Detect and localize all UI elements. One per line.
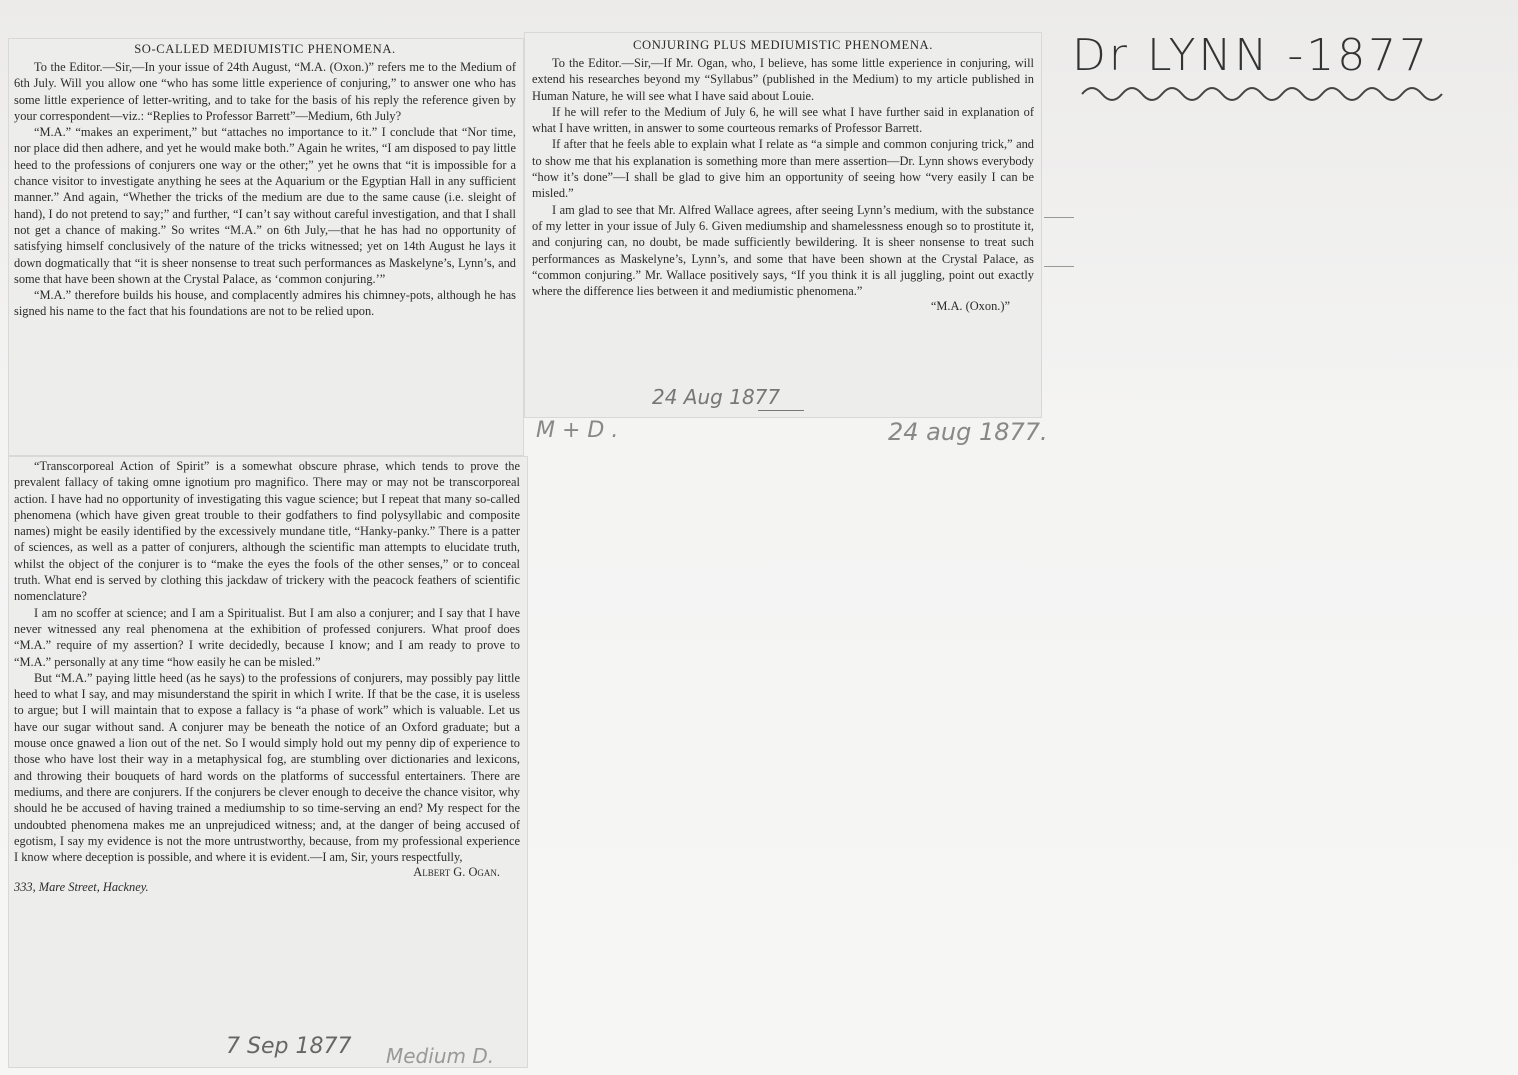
handwritten-header: Dr LYNN -1877	[1072, 30, 1431, 81]
handwritten-bottom-note: Medium D.	[386, 1044, 495, 1068]
left-article-paragraph: “M.A.” therefore builds his house, and complacently admires his chimney-pots, although he has signed his name to the fact that his foundations are not to be relied upon.	[14, 288, 516, 319]
right-article-title: CONJURING PLUS MEDIUMISTIC PHENOMENA.	[633, 38, 933, 52]
right-article-paragraph: I am glad to see that Mr. Alfred Wallace agrees, after seeing Lynn’s medium, with the substance of my letter in your issue of July 6. Given mediumship and shamelessness enough so to prostitute it, and conjuring can, no doubt, be made sufficiently bewildering. It is sheer nonsense to treat such performances as Maskelyne’s, Lynn’s, and some that have been shown at the Crystal Palace, as “common conjuring.” Mr. Wallace positively says, “If you think it is all juggling, point out exactly where the difference lies between it and mediumistic phenomena.”	[532, 202, 1034, 299]
right-article-paragraph: To the Editor.—Sir,—If Mr. Ogan, who, I believe, has some little experience in conjuring, will extend his researches beyond my “Syllabus” (published in the Medium) to my article published in Human Nature, he will see what I have said about Louie.	[532, 56, 1034, 103]
handwritten-date-clip: 24 Aug 1877	[652, 385, 781, 409]
right-article-signature: “M.A. (Oxon.)”	[930, 299, 1010, 314]
left-article-address: 333, Mare Street, Hackney.	[14, 880, 149, 895]
left-article-signature: Albert G. Ogan.	[413, 865, 500, 880]
left-clipping-top	[8, 38, 524, 456]
divider-line	[758, 410, 804, 411]
left-article-paragraph: “Transcorporeal Action of Spirit” is a somewhat obscure phrase, which tends to prove the prevalent fallacy of taking omne ignotium pro magnifico. There may or may not be transcorporeal action. I have had no opportunity of investigating this vague science; but I repeat that many so-called phenomena (which have given great trouble to their godfathers to find polysyllabic and composite names) might be easily identified by the excessively mundane title, “Hanky-panky.” There is a patter of sciences, as well as a patter of conjurers, although the scientific man attempts to elucidate truth, whilst the object of the conjurer is to “make the eyes the fools of the other senses,” or to conceal truth. What end is served by clothing this jackdaw of trickery with the peacock feathers of scientific nomenclature?	[14, 459, 520, 604]
handwritten-date-margin: 24 aug 1877.	[888, 418, 1048, 446]
margin-mark	[1044, 266, 1074, 267]
margin-mark	[1044, 217, 1074, 218]
right-article-paragraph: If after that he feels able to explain what I relate as “a simple and common conjuring trick,” and to show me that his explanation is something more than mere assertion—Dr. Lynn shows everybody “how it’s done”—I shall be glad to give him an opportunity of seeing how “very easily I can be misled.”	[532, 137, 1034, 201]
left-article-title: SO-CALLED MEDIUMISTIC PHENOMENA.	[134, 42, 396, 56]
handwritten-underline-scribble	[1080, 80, 1450, 104]
right-article-paragraph: If he will refer to the Medium of July 6, he will see what I have further said in explanation of what I have written, in answer to some courteous remarks of Professor Barrett.	[532, 104, 1034, 136]
left-article-paragraph: “M.A.” “makes an experiment,” but “attaches no importance to it.” I conclude that “Nor time, nor place did then adhere, and yet he would make both.” Again he writes, “I am disposed to pay little heed to the professions of conjurers one way or the other;” yet he owns that “it is impossible for a chance visitor to investigate anything he sees at the Aquarium or the Egyptian Hall in any sufficient manner.” And again, “Whether the tricks of the medium are due to the same cause (i.e. sleight of hand), I do not pretend to say;” and further, “I can’t say without careful investigation, and that I shall not get a chance of making.” So writes “M.A.” on 6th July,—that he has had no opportunity of satisfying himself conclusively of the nature of the tricks witnessed; yet on 14th August he lays it down dogmatically that “it is sheer nonsense to treat such performances as Maskelyne’s, Lynn’s, and some that have been shown at the Crystal Palace, as ‘common conjuring.’”	[14, 125, 516, 286]
right-clipping	[524, 32, 1042, 418]
handwritten-date-bottom: 7 Sep 1877	[226, 1034, 352, 1059]
left-article-paragraph: To the Editor.—Sir,—In your issue of 24th August, “M.A. (Oxon.)” refers me to the Medium of 6th July. Will you allow one “who has some little experience of conjuring,” to answer one who has some little experience of letter-writing, and to take for the basis of his reply the reference given by your correspondent—viz.: “Replies to Professor Barrett”—Medium, 6th July?	[14, 60, 516, 123]
left-article-paragraph: But “M.A.” paying little heed (as he says) to the professions of conjurers, may possibly pay little heed to what I say, and may misunderstand the spirit in which I write. If that be the case, it is useless to argue; but I will maintain that to expose a fallacy is “a phase of work” which is valuable. Let us have our sugar without sand. A conjurer may be beneath the notice of an Oxford graduate; but a mouse once gnawed a lion out of the net. So I would simply hold out my penny dip of experience to those who have lost their way in a metaphysical fog, are stumbling over dictionaries and lexicons, and throwing their bouquets of hard words on the platforms of successful entertainers. There are mediums, and there are conjurers. If the conjurers be clever enough to deceive the chance visitor, why should he be accused of having trained a mediumship to so time-serving an end? My respect for the undoubted phenomena makes me an unprejudiced witness; and, at the danger of being accused of egotism, I say my evidence is not the more untrustworthy, because, from my professional experience I know where deception is possible, and where it is evident.—I am, Sir, yours respectfully,	[14, 670, 520, 865]
handwritten-initials: M + D .	[536, 418, 619, 443]
left-clipping-bottom	[8, 456, 528, 1068]
left-article-paragraph: I am no scoffer at science; and I am a Spiritualist. But I am also a conjurer; and I say that I have never witnessed any real phenomena at the exhibition of professed conjurers. What proof does “M.A.” require of my assertion? I write decidedly, because I know; and I am ready to prove to “M.A.” personally at any time “how easily he can be misled.”	[14, 605, 520, 669]
